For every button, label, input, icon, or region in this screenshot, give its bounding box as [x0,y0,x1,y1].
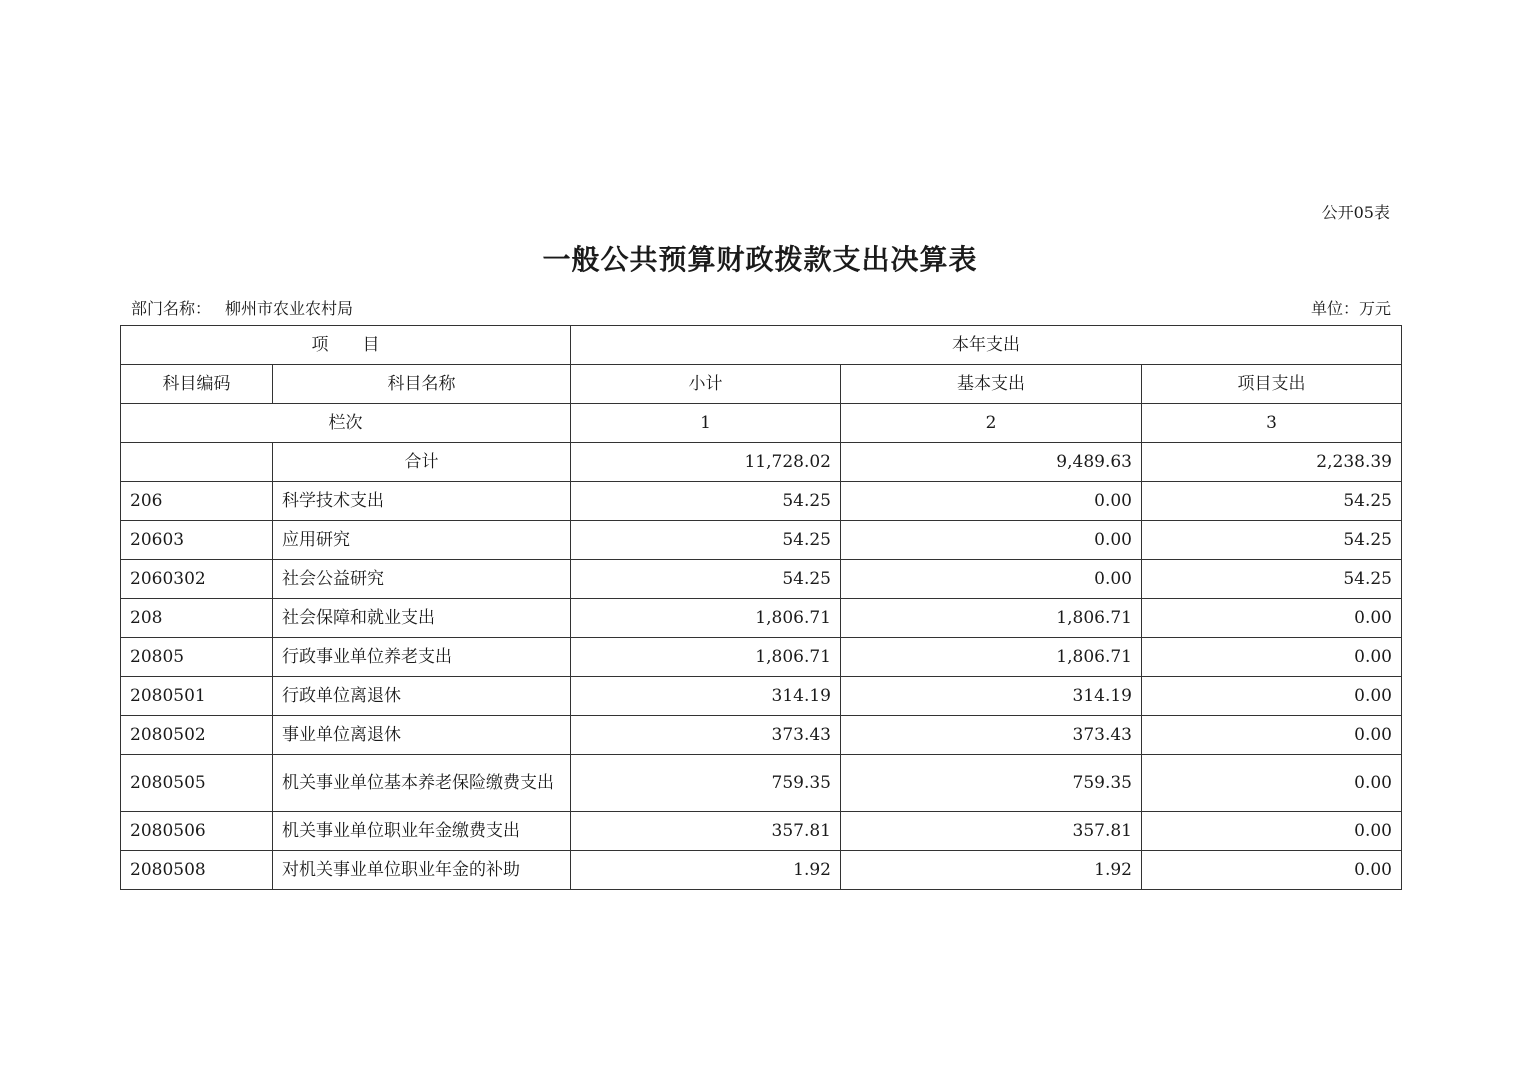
row-subtotal: 357.81 [571,812,841,851]
table-row [121,851,1402,890]
meta-row [131,296,1391,318]
row-code: 2060302 [121,560,273,599]
row-basic: 1.92 [841,851,1142,890]
row-name: 社会保障和就业支出 [273,599,571,638]
row-subtotal: 54.25 [571,560,841,599]
page-title: 一般公共预算财政拨款支出决算表 [542,243,978,276]
table-row [121,755,1402,812]
department-info [131,296,353,319]
row-project: 54.25 [1142,482,1402,521]
row-project: 0.00 [1142,755,1402,812]
header-row-1 [121,326,1402,365]
expenditure-table [120,325,1402,890]
row-code: 2080508 [121,851,273,890]
row-name: 社会公益研究 [273,560,571,599]
row-code: 2080505 [121,755,273,812]
table-row [121,599,1402,638]
row-code: 206 [121,482,273,521]
row-project: 0.00 [1142,599,1402,638]
header-subtotal: 小计 [571,365,841,404]
department-name: 柳州市农业农村局 [225,299,354,318]
row-basic: 357.81 [841,812,1142,851]
header-col2: 2 [841,404,1142,443]
row-subtotal: 54.25 [571,482,841,521]
row-basic: 0.00 [841,482,1142,521]
row-name: 应用研究 [273,521,571,560]
row-code: 20603 [121,521,273,560]
header-column-order: 栏次 [121,404,571,443]
table-row [121,482,1402,521]
row-basic: 1,806.71 [841,599,1142,638]
row-project: 0.00 [1142,851,1402,890]
header-current-year-expense: 本年支出 [571,326,1402,365]
row-project: 0.00 [1142,716,1402,755]
row-subtotal: 1.92 [571,851,841,890]
header-row-2 [121,365,1402,404]
row-basic: 0.00 [841,560,1142,599]
row-project: 0.00 [1142,638,1402,677]
header-item: 项 目 [121,326,571,365]
row-basic: 314.19 [841,677,1142,716]
row-basic: 0.00 [841,521,1142,560]
row-name: 机关事业单位基本养老保险缴费支出 [273,755,571,812]
row-project: 54.25 [1142,521,1402,560]
total-project: 2,238.39 [1142,443,1402,482]
total-label: 合计 [273,443,571,482]
header-code: 科目编码 [121,365,273,404]
table-row [121,638,1402,677]
row-code: 208 [121,599,273,638]
table-row [121,812,1402,851]
row-subtotal: 314.19 [571,677,841,716]
row-subtotal: 1,806.71 [571,638,841,677]
table-row [121,677,1402,716]
row-name: 机关事业单位职业年金缴费支出 [273,812,571,851]
row-project: 0.00 [1142,677,1402,716]
row-name: 行政单位离退休 [273,677,571,716]
row-name: 行政事业单位养老支出 [273,638,571,677]
row-project: 0.00 [1142,812,1402,851]
row-name: 科学技术支出 [273,482,571,521]
header-basic: 基本支出 [841,365,1142,404]
header-col3: 3 [1142,404,1402,443]
header-project: 项目支出 [1142,365,1402,404]
total-subtotal: 11,728.02 [571,443,841,482]
table-row [121,521,1402,560]
row-code: 2080501 [121,677,273,716]
row-subtotal: 759.35 [571,755,841,812]
total-code [121,443,273,482]
header-row-3 [121,404,1402,443]
row-code: 20805 [121,638,273,677]
total-row [121,443,1402,482]
total-basic: 9,489.63 [841,443,1142,482]
header-col1: 1 [571,404,841,443]
row-subtotal: 54.25 [571,521,841,560]
unit-label: 单位：万元 [1310,299,1391,318]
row-project: 54.25 [1142,560,1402,599]
header-name: 科目名称 [273,365,571,404]
row-basic: 759.35 [841,755,1142,812]
row-code: 2080506 [121,812,273,851]
table-row [121,716,1402,755]
row-basic: 373.43 [841,716,1142,755]
row-name: 对机关事业单位职业年金的补助 [273,851,571,890]
row-subtotal: 1,806.71 [571,599,841,638]
table-row [121,560,1402,599]
row-basic: 1,806.71 [841,638,1142,677]
row-subtotal: 373.43 [571,716,841,755]
row-name: 事业单位离退休 [273,716,571,755]
row-code: 2080502 [121,716,273,755]
department-label: 部门名称： [131,299,212,318]
form-number: 公开05表 [1321,203,1390,222]
